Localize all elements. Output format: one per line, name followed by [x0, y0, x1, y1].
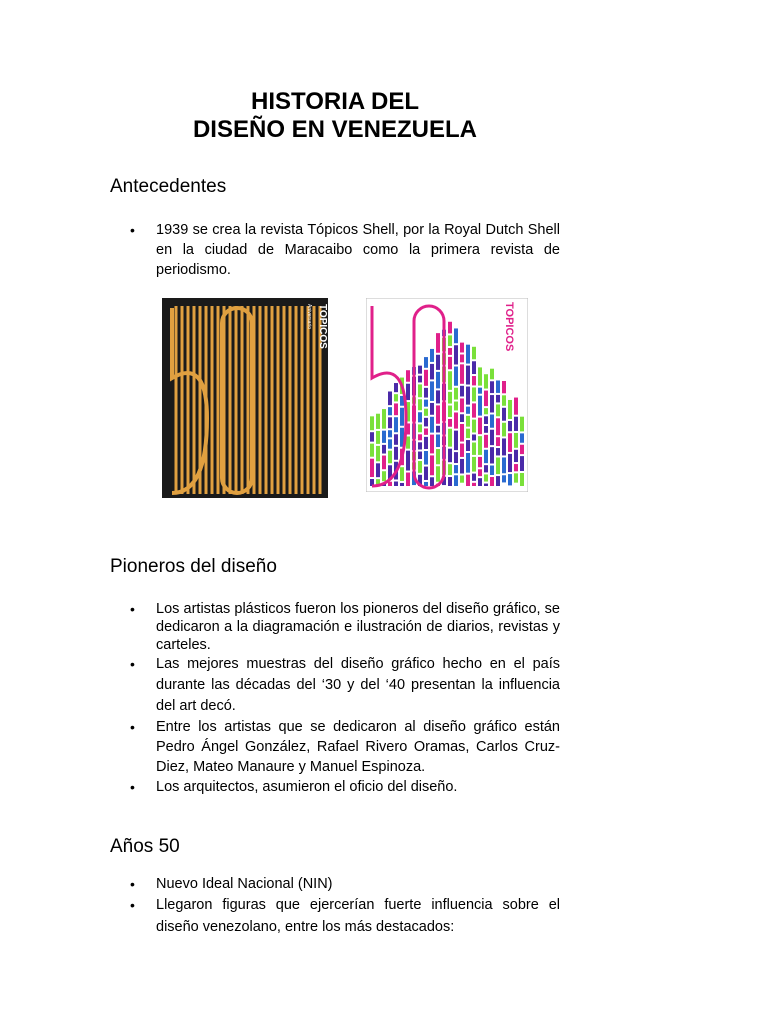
section-heading-anos50: Años 50: [110, 836, 180, 857]
section-heading-pioneros: Pioneros del diseño: [110, 556, 277, 577]
list-item: • Entre los artistas que se dedicaron al diseño gráfico están Pedro Ángel González, Rafael Rivero Oramas, Carlos Cruz-Diez, Mateo Manaure y Manuel Espinoza.: [130, 717, 560, 777]
title-line-2: DISEÑO EN VENEZUELA: [192, 116, 478, 143]
title-line-1: HISTORIA DEL: [250, 88, 419, 115]
cover-2-illustration: [366, 298, 528, 492]
section-heading-antecedentes: Antecedentes: [110, 176, 227, 197]
topicos-cover-50-color: [366, 298, 528, 492]
list-item: • Las mejores muestras del diseño gráfico hecho en el país durante las décadas del ‘30 y del ‘40 presentan la influencia del art decó.: [130, 654, 560, 717]
cover-1-illustration: [162, 298, 328, 498]
list-item: • Nuevo Ideal Nacional (NIN): [130, 874, 560, 894]
list-item: • 1939 se crea la revista Tópicos Shell, por la Royal Dutch Shell en la ciudad de Maracaibo como la primera revista de periodismo.: [130, 220, 560, 280]
cover-2-spine-text: TOPICOS: [503, 302, 515, 352]
document-title: [0, 88, 670, 144]
list-item: • Los arquitectos, asumieron el oficio del diseño.: [130, 777, 560, 797]
list-item: • Los artistas plásticos fueron los pioneros del diseño gráfico, se dedicaron a la diagramación e ilustración de diarios, revistas y carteles.: [130, 600, 560, 654]
list-item: • Llegaron figuras que ejercerían fuerte influencia sobre el diseño venezolano, entre los más destacados:: [130, 894, 560, 938]
topicos-cover-50-gold: [162, 298, 328, 498]
cover-1-spine-text: TOPICOS: [317, 304, 328, 349]
cover-1-sub-text: Aniversario: [306, 304, 312, 330]
anos50-list: [130, 874, 560, 938]
antecedentes-list: [130, 220, 560, 280]
pioneros-list: [130, 600, 560, 797]
